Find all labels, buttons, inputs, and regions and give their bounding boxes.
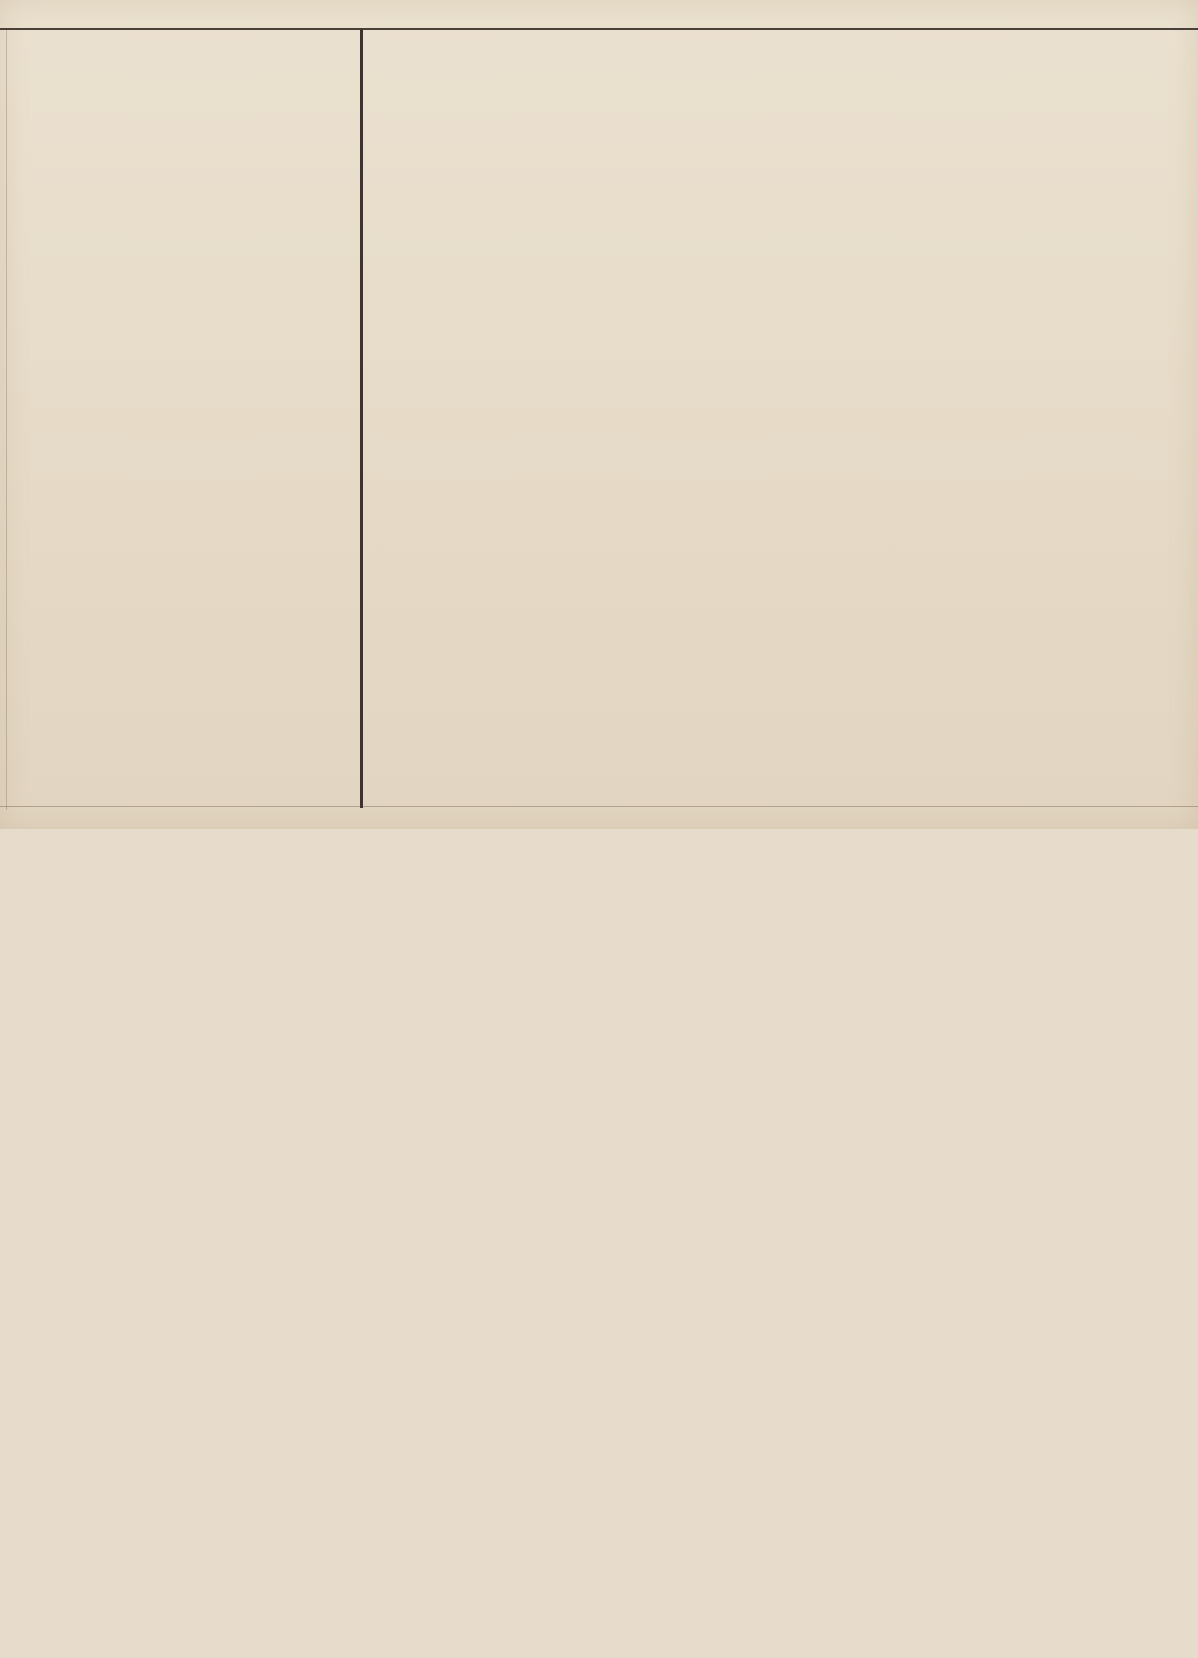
left-margin-line xyxy=(6,30,7,810)
roof-frame-line xyxy=(380,1188,1170,1213)
body-line xyxy=(380,101,1170,126)
ceiling-line xyxy=(380,916,1170,941)
roof-frame-line xyxy=(380,998,1170,1023)
body-line xyxy=(380,480,1170,505)
body-line xyxy=(380,354,1170,379)
roof-line xyxy=(380,1270,1170,1295)
roof-line xyxy=(380,1333,1170,1358)
section-13-body xyxy=(380,63,1170,1658)
ceiling-line xyxy=(380,790,1170,815)
body-line xyxy=(380,164,1170,189)
floors-line xyxy=(380,1479,1170,1504)
column-divider xyxy=(360,29,363,808)
walls-line xyxy=(380,645,1170,670)
body-line xyxy=(380,291,1170,316)
ceiling-line xyxy=(380,853,1170,878)
stairs-line xyxy=(380,1416,1170,1441)
body-line xyxy=(380,417,1170,442)
header-rule xyxy=(0,28,1198,30)
body-line xyxy=(380,227,1170,252)
material-heading-line xyxy=(380,562,1170,587)
roof-frame-line xyxy=(380,1125,1170,1150)
windows-line xyxy=(380,1624,1170,1649)
walls-line xyxy=(380,708,1170,733)
floors-line xyxy=(380,1542,1170,1567)
roof-frame-line xyxy=(380,1062,1170,1087)
